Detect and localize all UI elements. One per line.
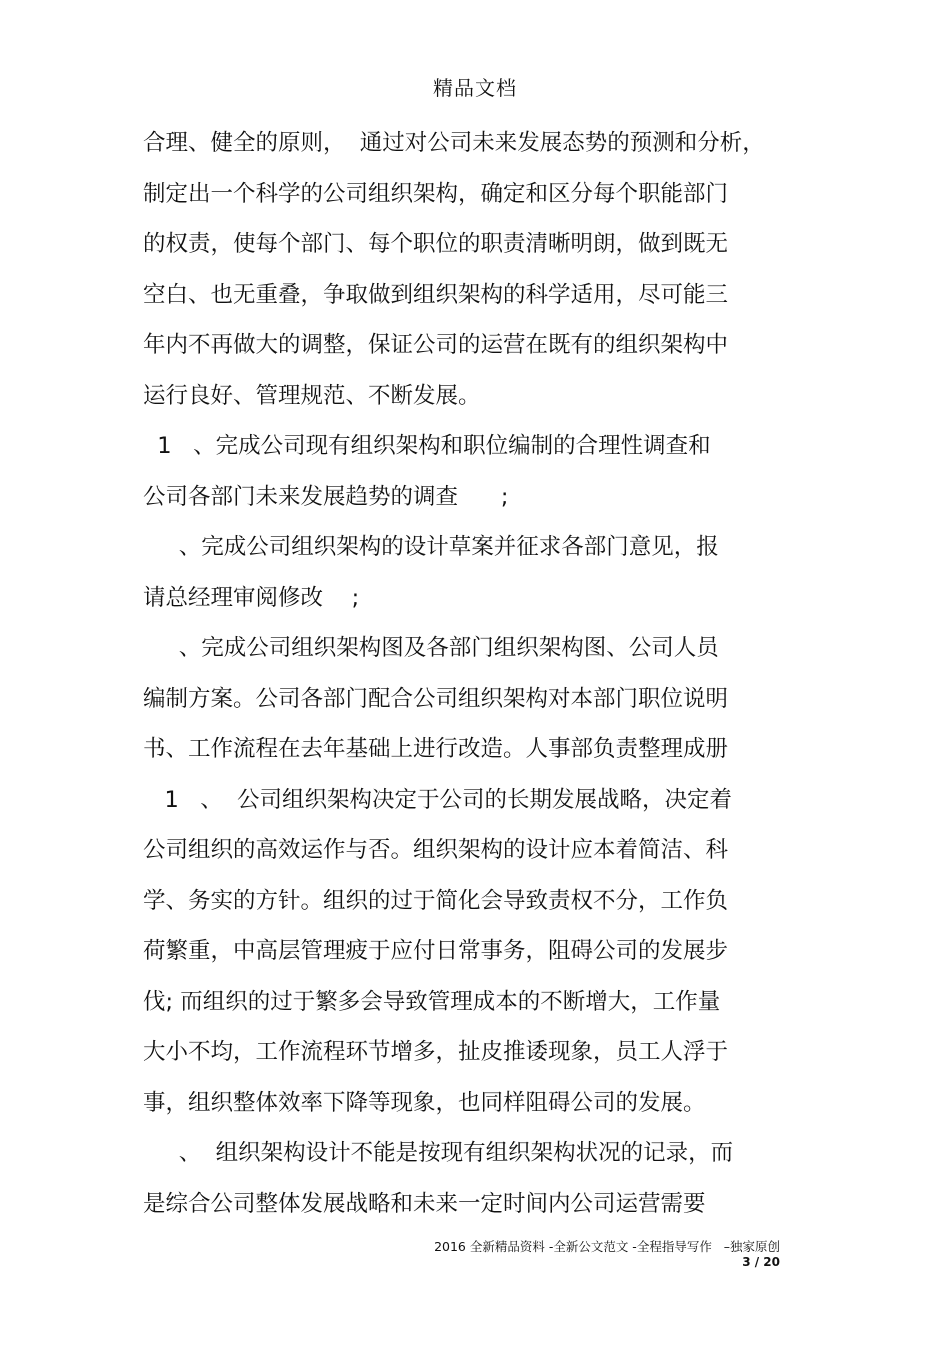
text-line: 1 、 公司组织架构决定于公司的长期发展战略，决定着 xyxy=(143,786,733,813)
text-line: 书、工作流程在去年基础上进行改造。人事部负责整理成册 xyxy=(143,736,729,762)
text-line: 公司各部门未来发展趋势的调查 ; xyxy=(143,483,509,510)
text-line: 事，组织整体效率下降等现象，也同样阻碍公司的发展。 xyxy=(143,1089,706,1116)
text-line: 运行良好、管理规范、不断发展。 xyxy=(143,382,481,409)
text-line: 伐; 而组织的过于繁多会导致管理成本的不断增大，工作量 xyxy=(143,988,721,1015)
text-line: 、 组织架构设计不能是按现有组织架构状况的记录，而 xyxy=(143,1140,734,1166)
text-line: 、完成公司组织架构图及各部门组织架构图、公司人员 xyxy=(143,635,719,661)
text-line: 请总经理审阅修改 ; xyxy=(143,584,360,611)
page-number: 3 / 20 xyxy=(742,1255,780,1269)
page-header-title: 精品文档 xyxy=(433,76,517,100)
text-line: 大小不均，工作流程环节增多，扯皮推诿现象，员工人浮于 xyxy=(143,1039,729,1065)
body-text xyxy=(143,118,783,1229)
text-line: 、完成公司组织架构的设计草案并征求各部门意见，报 xyxy=(143,534,719,560)
text-line: 1 、完成公司现有组织架构和职位编制的合理性调查和 xyxy=(143,433,711,459)
text-line: 荷繁重，中高层管理疲于应付日常事务，阻碍公司的发展步 xyxy=(143,938,729,964)
text-line: 编制方案。公司各部门配合公司组织架构对本部门职位说明 xyxy=(143,685,729,712)
text-line: 年内不再做大的调整，保证公司的运营在既有的组织架构中 xyxy=(143,332,729,358)
text-line: 公司组织的高效运作与否。组织架构的设计应本着简洁、科 xyxy=(143,837,729,863)
text-line: 是综合公司整体发展战略和未来一定时间内公司运营需要 xyxy=(143,1190,706,1217)
text-line: 制定出一个科学的公司组织架构，确定和区分每个职能部门 xyxy=(143,180,729,207)
text-line: 空白、也无重叠，争取做到组织架构的科学适用，尽可能三 xyxy=(143,281,729,308)
footer-text: 2016 全新精品资料 -全新公文范文 -全程指导写作 –独家原创 xyxy=(434,1239,780,1254)
text-line: 学、务实的方针。组织的过于简化会导致责权不分，工作负 xyxy=(143,887,729,914)
text-line: 合理、健全的原则， 通过对公司未来发展态势的预测和分析， xyxy=(143,130,765,156)
text-line: 的权责，使每个部门、每个职位的职责清晰明朗，做到既无 xyxy=(143,231,729,257)
